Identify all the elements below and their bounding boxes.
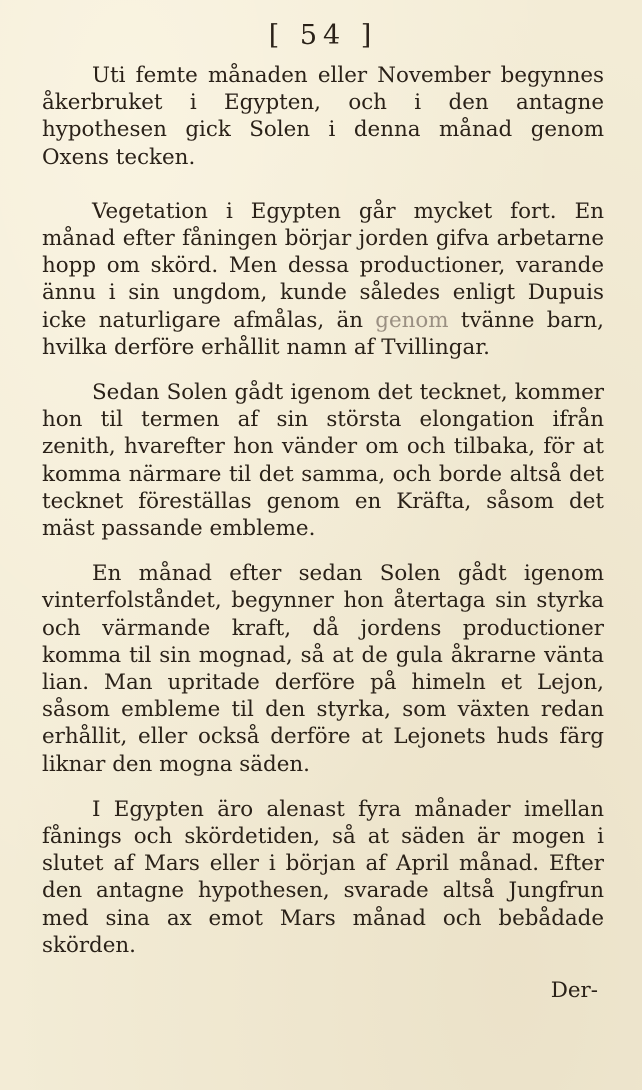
- page-number-header: [ 54 ]: [268, 20, 378, 51]
- paragraph-4: En månad efter sedan Solen gådt igenom vinterfolståndet, begynner hon återtaga sin styrka och värmande kraft, då jordens productioner komma til sin mognad, så at de gula åkrarne vänta lian. Man upritade derföre på himeln et Lejon, såsom embleme til den styrka, som växten redan erhållit, eller också derföre at Lejonets huds färg liknar den mogna säden.: [42, 561, 604, 777]
- paragraph-5: I Egypten äro alenast fyra månader imellan fånings och skördetiden, så at säden är mogen i slutet af Mars eller i början af April månad. Efter den antagne hypothesen, svarade altså Jungfrun med sina ax emot Mars månad och bebådade skörden.: [42, 796, 604, 958]
- paragraph-3: Sedan Solen gådt igenom det tecknet, kommer hon til termen af sin största elongation ifrån zenith, hvarefter hon vänder om och tilbaka, för at komma närmare til det samma, och borde altså det tecknet föreställas genom en Kräfta, såsom det mäst passande embleme.: [42, 380, 604, 542]
- paragraph-2-text: Vegetation i Egypten går mycket fort. En månad efter fåningen börjar jorden gifva arbetarne hopp om skörd. Men dessa productioner, varande ännu i sin ungdom, kunde således enligt Dupuis icke naturligare afmålas, än: [42, 198, 604, 333]
- catchword: Der-: [550, 978, 598, 1003]
- paragraph-2: [42, 198, 604, 361]
- paragraph-1: Uti femte månaden eller November begynnes åkerbruket i Egypten, och i den antagne hypothesen gick Solen i denna månad genom Oxens tecken.: [42, 63, 604, 170]
- paragraph-2-faded-word: genom: [375, 307, 449, 333]
- paragraph-2-text-end: tvänne barn, hvilka derföre erhållit namn af Tvillingar.: [42, 307, 604, 360]
